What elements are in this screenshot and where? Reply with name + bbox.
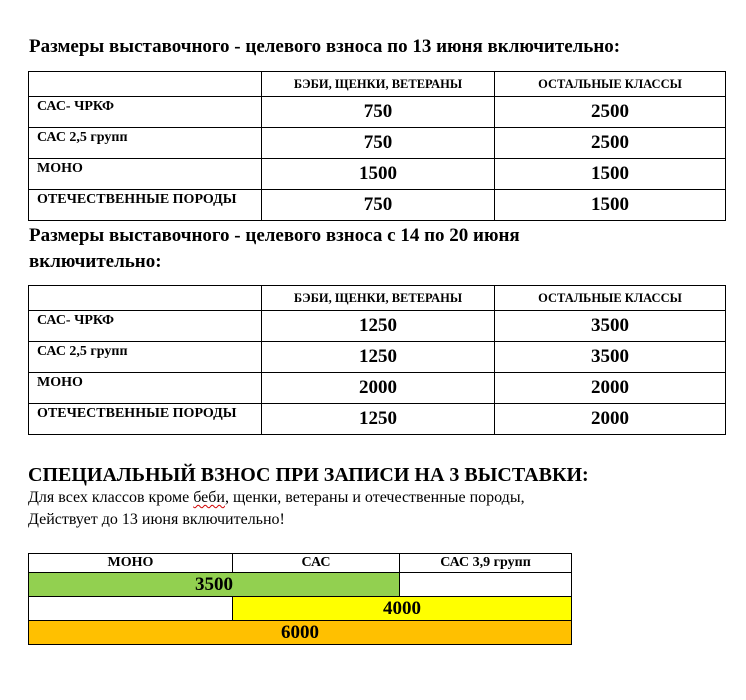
special-offer-title: СПЕЦИАЛЬНЫЙ ВЗНОС ПРИ ЗАПИСИ НА 3 ВЫСТАВКИ: [28,464,589,486]
row-label: МОНО [29,159,262,190]
fee-other-value: 2500 [495,97,726,128]
section2-title-line2: включительно: [29,251,162,272]
row-label: САС 2,5 групп [29,342,262,373]
combo-header-row [29,554,572,573]
table-row [29,404,726,435]
header-cac-3-9-groups: САС 3,9 групп [400,554,572,573]
combo-row-6000 [29,621,572,645]
fee-other-value: 1500 [495,159,726,190]
row-label: САС- ЧРКФ [29,97,262,128]
table-row [29,373,726,404]
row-label: ОТЕЧЕСТВЕННЫЕ ПОРОДЫ [29,404,262,435]
header-empty-cell [29,286,262,311]
combo-row-3500 [29,573,572,597]
fee-baby-value: 750 [262,128,495,159]
table-header-row [29,286,726,311]
fee-baby-value: 750 [262,97,495,128]
fee-other-value: 3500 [495,342,726,373]
special-offer-table [28,553,572,645]
fee-baby-value: 1250 [262,342,495,373]
price-mono-cac: 3500 [29,573,400,597]
table-row [29,128,726,159]
fee-table-until-june-13 [28,71,726,221]
row-label: ОТЕЧЕСТВЕННЫЕ ПОРОДЫ [29,190,262,221]
header-mono: МОНО [29,554,233,573]
section2-title [29,223,520,275]
section1-title: Размеры выставочного - целевого взноса по 13 июня включительно: [29,36,621,57]
fee-other-value: 2000 [495,373,726,404]
table-row [29,342,726,373]
table-header-row [29,72,726,97]
fee-other-value: 2000 [495,404,726,435]
header-empty-cell [29,72,262,97]
special-offer-deadline: Действует до 13 июня включительно! [28,511,285,528]
fee-other-value: 2500 [495,128,726,159]
header-cac: САС [233,554,400,573]
row-label: САС 2,5 групп [29,128,262,159]
header-baby-puppies-veterans: БЭБИ, ЩЕНКИ, ВЕТЕРАНЫ [262,286,495,311]
header-other-classes: ОСТАЛЬНЫЕ КЛАССЫ [495,286,726,311]
misspelled-word: беби [193,489,225,506]
fee-table-june-14-20 [28,285,726,435]
fee-other-value: 3500 [495,311,726,342]
price-cac-cac39: 4000 [233,597,572,621]
combo-row-4000 [29,597,572,621]
table-row [29,97,726,128]
fee-baby-value: 750 [262,190,495,221]
header-baby-puppies-veterans: БЭБИ, ЩЕНКИ, ВЕТЕРАНЫ [262,72,495,97]
special-offer-condition: Для всех классов кроме беби, щенки, ветераны и отечественные породы, [28,489,525,506]
table-row [29,311,726,342]
row-label: МОНО [29,373,262,404]
table-row [29,190,726,221]
table-row [29,159,726,190]
section2-title-line1: Размеры выставочного - целевого взноса с 14 по 20 июня [29,225,520,246]
fee-baby-value: 2000 [262,373,495,404]
header-other-classes: ОСТАЛЬНЫЕ КЛАССЫ [495,72,726,97]
empty-cell [29,597,233,621]
fee-other-value: 1500 [495,190,726,221]
row-label: САС- ЧРКФ [29,311,262,342]
empty-cell [400,573,572,597]
fee-baby-value: 1500 [262,159,495,190]
fee-baby-value: 1250 [262,404,495,435]
price-all-three: 6000 [29,621,572,645]
fee-baby-value: 1250 [262,311,495,342]
